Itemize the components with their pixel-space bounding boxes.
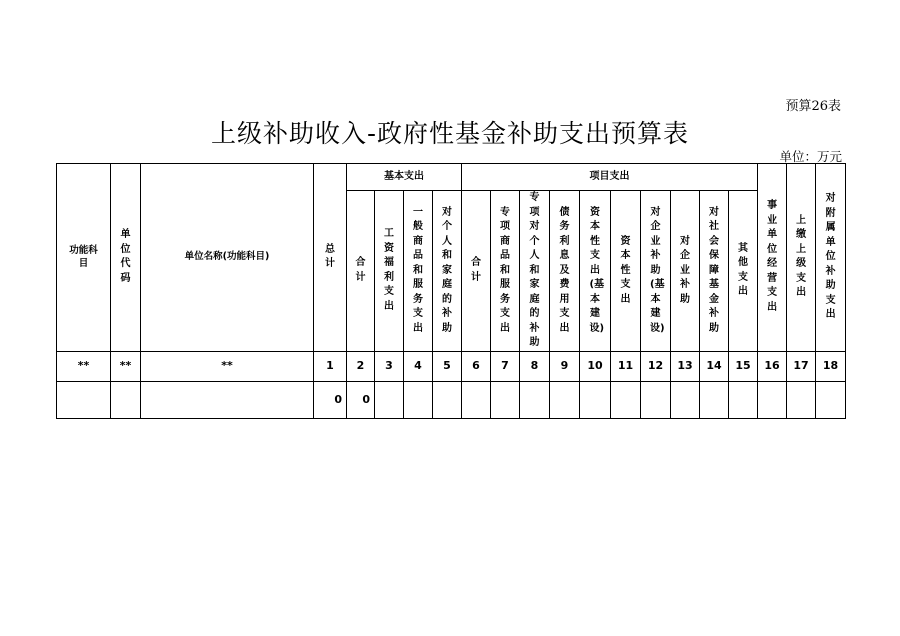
data-cell	[550, 381, 580, 418]
unit-label: 单位：万元	[779, 149, 842, 164]
header-proj-enterprise-build: 对企业补助(基本建设)	[641, 191, 671, 352]
data-cell	[611, 381, 641, 418]
header-proj-enterprise: 对企业补助	[671, 191, 700, 352]
code-row	[57, 351, 846, 381]
code-cell: 12	[641, 351, 671, 381]
data-cell	[816, 381, 846, 418]
header-affiliate: 对附属单位补助支出	[816, 164, 846, 352]
code-cell: 17	[787, 351, 816, 381]
code-cell: **	[57, 351, 111, 381]
code-cell: 15	[729, 351, 758, 381]
table-number: 预算26表	[785, 99, 841, 114]
code-cell: 7	[491, 351, 520, 381]
header-proj-subtotal: 合计	[462, 191, 491, 352]
code-cell: 2	[347, 351, 375, 381]
header-upper: 上缴上级支出	[787, 164, 816, 352]
data-cell	[671, 381, 700, 418]
code-cell: 14	[700, 351, 729, 381]
code-cell: 3	[375, 351, 404, 381]
header-unit-name: 单位名称(功能科目)	[141, 164, 314, 352]
code-cell: **	[141, 351, 314, 381]
code-cell: 6	[462, 351, 491, 381]
header-basic-personal: 对个人和家庭的补助	[433, 191, 462, 352]
header-proj-other: 其他支出	[729, 191, 758, 352]
code-cell: 10	[580, 351, 611, 381]
code-cell: 8	[520, 351, 550, 381]
header-proj-social: 对社会保障基金补助	[700, 191, 729, 352]
data-cell	[580, 381, 611, 418]
header-proj-personal: 专项对个人和家庭的补助	[520, 191, 550, 352]
code-cell: 5	[433, 351, 462, 381]
data-cell	[700, 381, 729, 418]
page-title: 上级补助收入-政府性基金补助支出预算表	[210, 119, 690, 148]
code-cell: 1	[314, 351, 347, 381]
data-cell	[375, 381, 404, 418]
header-proj-debt: 债务利息及费用支出	[550, 191, 580, 352]
code-cell: 18	[816, 351, 846, 381]
data-cell-unit-code	[111, 381, 141, 418]
data-cell	[520, 381, 550, 418]
header-basic-subtotal: 合计	[347, 191, 375, 352]
data-cell	[641, 381, 671, 418]
header-proj-goods: 专项商品和服务支出	[491, 191, 520, 352]
data-row	[57, 381, 846, 418]
code-cell: 4	[404, 351, 433, 381]
code-cell: 9	[550, 351, 580, 381]
data-cell	[491, 381, 520, 418]
budget-table	[56, 163, 846, 419]
header-proj-capital: 资本性支出	[611, 191, 641, 352]
header-proj-capital-build: 资本性支出(基本建设)	[580, 191, 611, 352]
data-cell	[433, 381, 462, 418]
data-cell	[729, 381, 758, 418]
code-cell: 11	[611, 351, 641, 381]
data-cell	[787, 381, 816, 418]
header-total: 总计	[314, 164, 347, 352]
data-cell-total: 0	[314, 381, 347, 418]
header-unit-code: 单位代码	[111, 164, 141, 352]
data-cell	[404, 381, 433, 418]
data-cell	[462, 381, 491, 418]
code-cell: 13	[671, 351, 700, 381]
header-row-1	[57, 164, 846, 191]
data-cell-func-subject	[57, 381, 111, 418]
data-cell-unit-name	[141, 381, 314, 418]
header-basic-group: 基本支出	[347, 164, 462, 191]
code-cell: **	[111, 351, 141, 381]
header-basic-goods: 一般商品和服务支出	[404, 191, 433, 352]
header-func-subject: 功能科目	[57, 164, 111, 352]
data-cell-basic-subtotal: 0	[347, 381, 375, 418]
code-cell: 16	[758, 351, 787, 381]
data-cell	[758, 381, 787, 418]
header-basic-wages: 工资福利支出	[375, 191, 404, 352]
header-project-group: 项目支出	[462, 164, 758, 191]
header-business: 事业单位经营支出	[758, 164, 787, 352]
